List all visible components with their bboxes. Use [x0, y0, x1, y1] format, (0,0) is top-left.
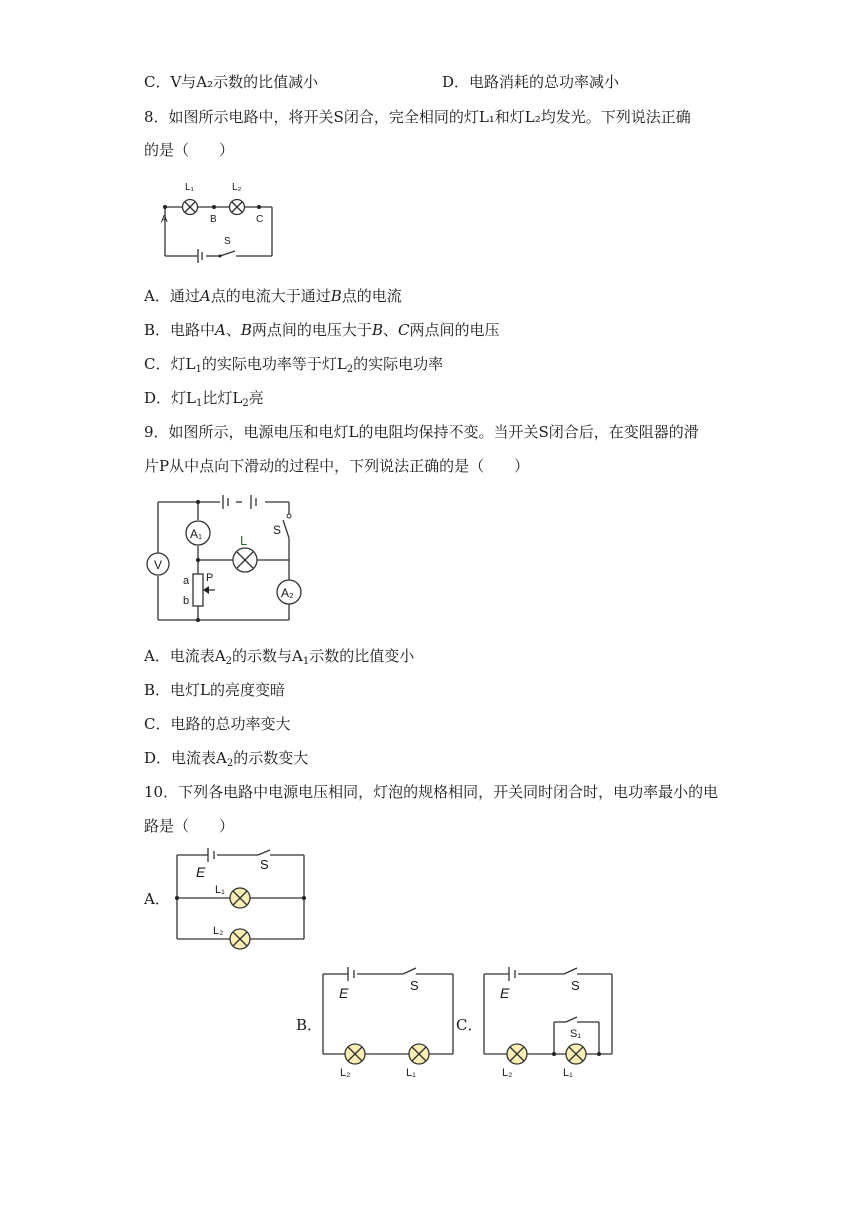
q10-option-b-label: B．: [296, 1016, 323, 1034]
q10-b-label-e: E: [339, 985, 349, 1001]
q10-c-lamp-l2: [507, 1044, 527, 1064]
q9-ammeter-a1: [186, 521, 210, 545]
q10-c-label-s1: S₁: [570, 1028, 582, 1040]
q10-circuit-a: [170, 845, 310, 955]
q10-c-label-l2: L₂: [502, 1067, 513, 1079]
q9-stem-line1: 9．如图所示，电源电压和电灯L的电阻均保持不变。当开关S闭合后，在变阻器的滑: [144, 423, 699, 441]
q10-circuit-b: [318, 962, 458, 1082]
q8-label-s: S: [224, 236, 231, 247]
q10-stem-line2: 路是（ ）: [144, 817, 235, 835]
q9-label-s: S: [273, 523, 282, 537]
q8-label-l2: L₂: [232, 182, 242, 193]
q10-c-label-l1: L₁: [563, 1067, 573, 1079]
q9-label-p: P: [206, 572, 214, 584]
q8-circuit-diagram: [150, 176, 290, 266]
q10-b-wires: [323, 968, 453, 1054]
q10-b-label-l2: L₂: [340, 1067, 351, 1079]
q9-voltmeter-v: [147, 553, 169, 575]
q9-label-a: a: [183, 575, 190, 587]
q8-option-d: D．灯$L_1$比灯$L_2$亮: [144, 389, 264, 409]
q10-b-label-l1: L₁: [406, 1067, 416, 1079]
q8-label-a: A: [161, 214, 168, 225]
q9-label-a2: A₂: [281, 586, 294, 600]
q9-label-v: V: [154, 558, 163, 572]
q8-label-b: B: [210, 214, 217, 225]
q10-c-wires: [484, 968, 612, 1054]
q10-c-label-s: S: [571, 978, 580, 993]
q10-option-c-label: C．: [456, 1016, 483, 1034]
q9-option-a: A．电流表$A_2$的示数与$A_1$示数的比值变小: [144, 647, 415, 667]
q10-stem-line1: 10．下列各电路中电源电压相同，灯泡的规格相同，开关同时闭合时，电功率最小的电: [144, 783, 719, 801]
q8-label-c: C: [256, 214, 264, 225]
q7-option-d: D．电路消耗的总功率减小: [442, 73, 620, 91]
q8-stem-line1: 8．如图所示电路中，将开关S闭合，完全相同的灯L₁和灯L₂均发光。下列说法正确: [144, 108, 691, 126]
q10-option-a-label: A．: [144, 890, 170, 908]
q10-a-label-e: E: [196, 864, 206, 880]
q9-wires: [158, 502, 289, 620]
q9-lamp-l: [233, 533, 257, 572]
q9-stem-line2: 片P从中点向下滑动的过程中，下列说法正确的是（ ）: [144, 457, 530, 475]
q10-a-label-l2: L₂: [213, 925, 224, 937]
q9-option-c: C．电路的总功率变大: [144, 715, 291, 733]
q9-circuit-diagram: [145, 490, 315, 630]
q8-option-a: A．通过A点的电流大于通过B点的电流: [144, 287, 402, 305]
q8-option-c: C．灯$L_1$的实际电功率等于灯$L_2$的实际电功率: [144, 355, 444, 375]
q9-ammeter-a2: [277, 580, 301, 604]
q10-c-label-e: E: [500, 985, 510, 1001]
q10-c-lamp-l1: [566, 1044, 586, 1064]
q9-option-b: B．电灯L的亮度变暗: [144, 681, 285, 699]
q10-circuit-c: [479, 962, 629, 1082]
q7-option-c: C．V与A₂示数的比值减小: [144, 73, 319, 91]
q8-option-b: B．电路中A、B两点间的电压大于B、C两点间的电压: [144, 321, 500, 339]
q9-battery-symbol: [223, 495, 256, 509]
q8-label-l1: L₁: [185, 182, 194, 193]
q8-lamp-l2: [230, 200, 245, 215]
q8-stem-line2: 的是（ ）: [144, 141, 235, 159]
q10-a-lamp-l1: [230, 888, 250, 908]
q9-label-a1: A₁: [190, 527, 203, 541]
q10-b-lamp-l1: [409, 1044, 429, 1064]
q9-label-b: b: [183, 595, 190, 607]
q10-a-label-l1: L₁: [215, 884, 225, 896]
q10-a-lamp-l2: [230, 929, 250, 949]
q9-option-d: D．电流表$A_2$的示数变大: [144, 749, 309, 769]
q9-label-l: L: [240, 533, 248, 548]
q8-lamp-l1: [183, 200, 198, 215]
q10-b-lamp-l2: [345, 1044, 365, 1064]
q8-battery-symbol: [198, 249, 202, 263]
q9-rheostat: [183, 572, 215, 607]
q10-b-label-s: S: [410, 978, 419, 993]
q10-a-label-s: S: [260, 857, 269, 872]
